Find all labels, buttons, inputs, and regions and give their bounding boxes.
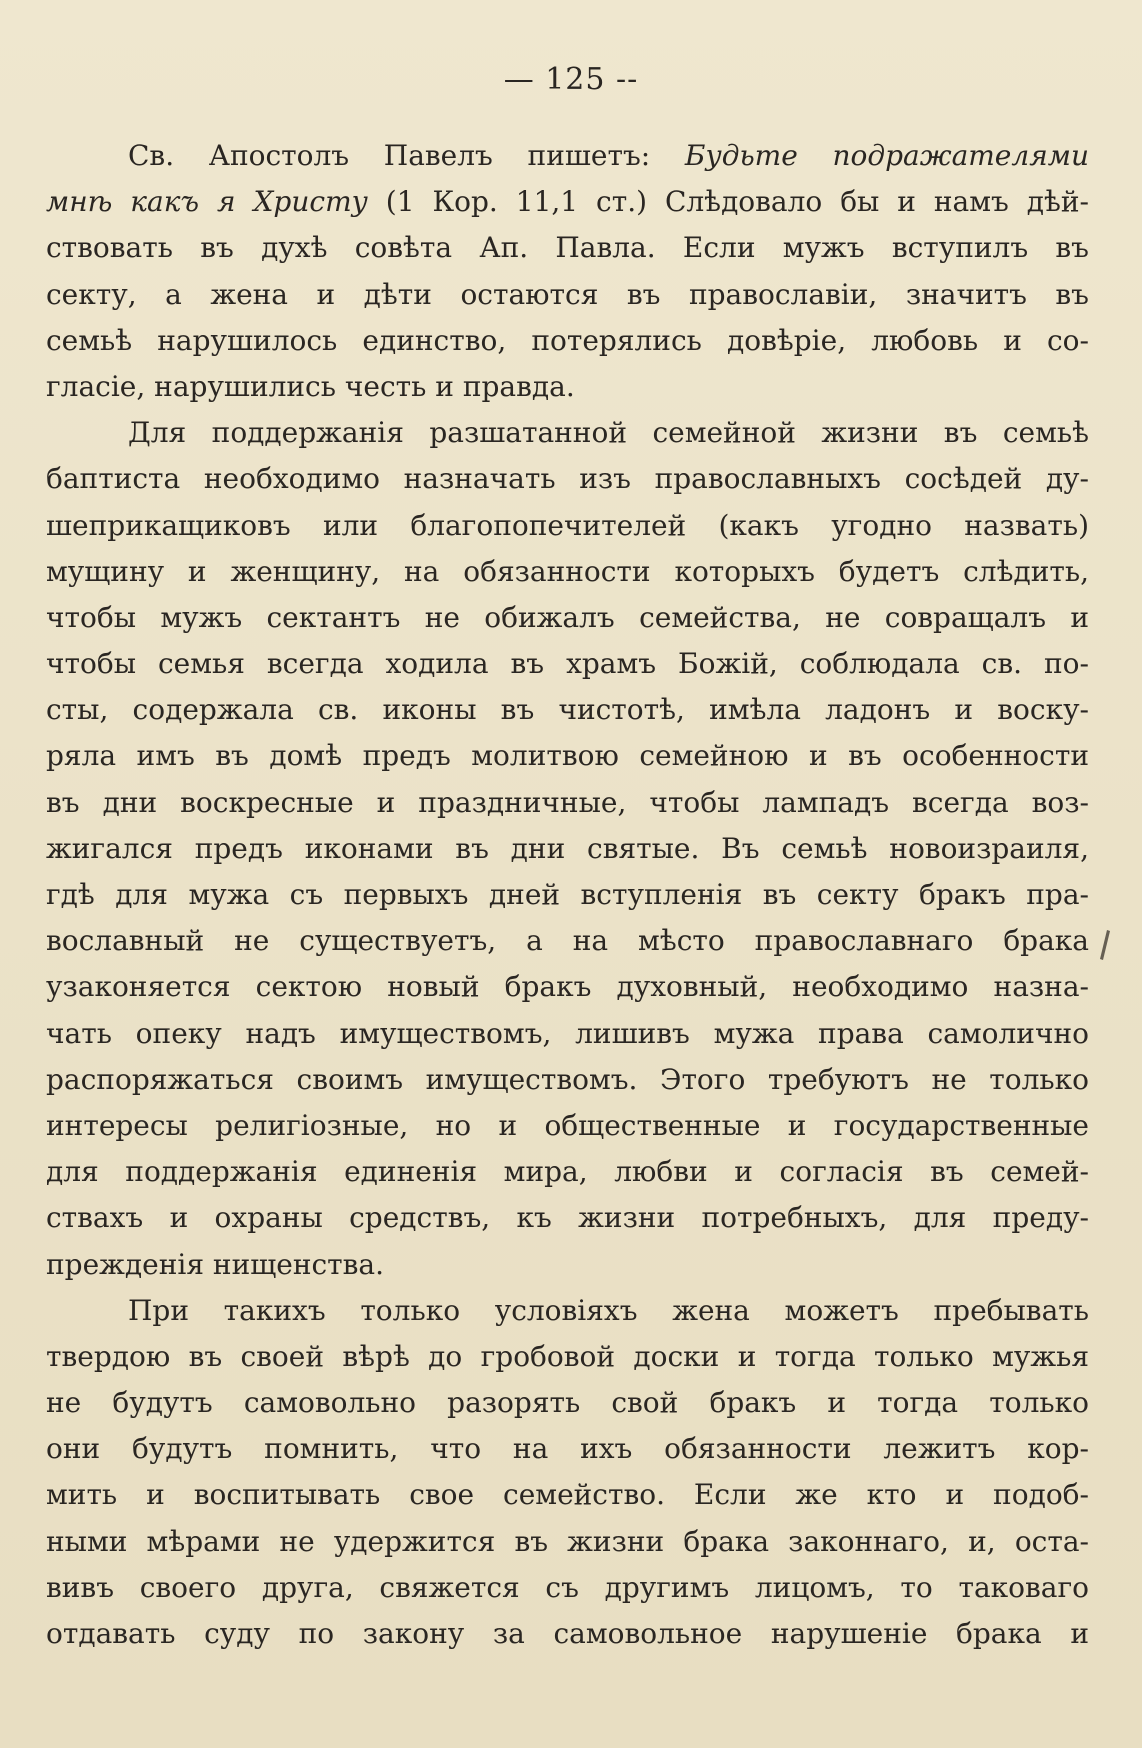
text-line: [46, 687, 1089, 733]
text-segment: отдавать суду по закону за самовольное нарушеніе брака и: [46, 1617, 1089, 1650]
text-line: [46, 1195, 1089, 1241]
text-segment: Для поддержанія разшатанной семейной жизни въ семьѣ: [128, 416, 1089, 450]
text-line: [46, 641, 1089, 687]
text-line: [46, 133, 1089, 179]
text-segment: не будутъ самовольно разорять свой бракъ и тогда только: [46, 1386, 1089, 1420]
text-segment: гласіе, нарушились честь и правда.: [46, 369, 575, 403]
text-segment: ствахъ и охраны средствъ, къ жизни потребныхъ, для преду-: [46, 1201, 1089, 1235]
text-segment: баптиста необходимо назначать изъ православныхъ сосѣдей ду-: [46, 462, 1089, 496]
text-segment: (1 Кор. 11,1 ст.) Слѣдовало бы и намъ дѣй-: [367, 185, 1089, 219]
text-segment: секту, а жена и дѣти остаются въ православіи, значитъ въ: [46, 277, 1089, 311]
text-line: [46, 1011, 1089, 1057]
text-line: [46, 1103, 1089, 1149]
text-segment: чать опеку надъ имуществомъ, лишивъ мужа права самолично: [46, 1016, 1089, 1050]
text-segment: ными мѣрами не удержится въ жизни брака законнаго, и, оста-: [46, 1524, 1089, 1558]
italic-quote: мнѣ какъ я Христу: [46, 185, 368, 219]
text-segment: твердою въ своей вѣрѣ до гробовой доски и тогда только мужья: [46, 1339, 1089, 1373]
body-text: [46, 133, 1089, 1657]
text-segment: чтобы семья всегда ходила въ храмъ Божій, соблюдала св. по-: [46, 647, 1089, 681]
text-line: [46, 456, 1089, 502]
text-segment: мущину и женщину, на обязанности которыхъ будетъ слѣдить,: [46, 554, 1089, 588]
text-line: [46, 1380, 1089, 1426]
text-segment: сты, содержала св. иконы въ чистотѣ, имѣла ладонъ и воску-: [46, 693, 1089, 727]
text-segment: распоряжаться своимъ имуществомъ. Этого требуютъ не только: [46, 1062, 1089, 1096]
paragraph: [46, 1288, 1089, 1658]
text-line: [46, 872, 1089, 918]
text-segment: узаконяется сектою новый бракъ духовный, необходимо назна-: [46, 970, 1089, 1004]
text-line: [46, 1611, 1089, 1657]
text-segment: вивъ своего друга, свяжется съ другимъ лицомъ, то таковаго: [46, 1570, 1089, 1604]
margin-pencil-mark: [1098, 928, 1112, 962]
text-segment: вославный не существуетъ, а на мѣсто православнаго брака: [46, 924, 1089, 958]
text-segment: мить и воспитывать свое семейство. Если же кто и подоб-: [46, 1478, 1089, 1512]
text-line: [46, 1565, 1089, 1611]
text-segment: они будутъ помнить, что на ихъ обязанности лежитъ кор-: [46, 1432, 1089, 1466]
text-line: [46, 918, 1089, 964]
text-line: [46, 503, 1089, 549]
text-segment: семьѣ нарушилось единство, потерялись довѣріе, любовь и со-: [46, 323, 1089, 357]
text-line: [46, 780, 1089, 826]
text-segment: жигался предъ иконами въ дни святые. Въ семьѣ новоизраиля,: [46, 831, 1089, 865]
text-line: [46, 1057, 1089, 1103]
text-line: [46, 1472, 1089, 1518]
text-segment: шеприкащиковъ или благопопечителей (какъ угодно назвать): [46, 508, 1089, 542]
text-line: [46, 272, 1089, 318]
text-line: [46, 964, 1089, 1010]
text-segment: въ дни воскресные и праздничные, чтобы лампадъ всегда воз-: [46, 785, 1089, 819]
text-line: [46, 1242, 1089, 1288]
paragraph: [46, 133, 1089, 410]
text-line: [46, 1288, 1089, 1334]
italic-quote: Будьте подражателями: [684, 139, 1089, 172]
text-line: [46, 733, 1089, 779]
text-segment: ствовать въ духѣ совѣта Ап. Павла. Если мужъ вступилъ въ: [46, 231, 1089, 265]
text-line: [46, 410, 1089, 456]
text-line: [46, 179, 1089, 225]
text-line: [46, 225, 1089, 271]
text-line: [46, 1334, 1089, 1380]
text-segment: Св. Апостолъ Павелъ пишетъ:: [128, 139, 685, 172]
paragraph: [46, 410, 1089, 1288]
text-line: [46, 364, 1089, 410]
text-line: [46, 595, 1089, 641]
text-line: [46, 1519, 1089, 1565]
text-segment: гдѣ для мужа съ первыхъ дней вступленія въ секту бракъ пра-: [46, 878, 1089, 911]
text-line: [46, 1426, 1089, 1472]
text-line: [46, 318, 1089, 364]
text-segment: для поддержанія единенія мира, любви и согласія въ семей-: [46, 1155, 1089, 1189]
text-line: [46, 549, 1089, 595]
text-segment: При такихъ только условіяхъ жена можетъ пребывать: [128, 1293, 1089, 1327]
text-segment: чтобы мужъ сектантъ не обижалъ семейства, не совращалъ и: [46, 600, 1089, 634]
text-line: [46, 1149, 1089, 1195]
text-line: [46, 826, 1089, 872]
page-number: — 125 --: [503, 62, 639, 97]
text-segment: ряла имъ въ домѣ предъ молитвою семейною и въ особенности: [46, 739, 1089, 773]
text-segment: прежденія нищенства.: [46, 1247, 385, 1281]
text-segment: интересы религіозные, но и общественные и государственные: [46, 1108, 1089, 1142]
